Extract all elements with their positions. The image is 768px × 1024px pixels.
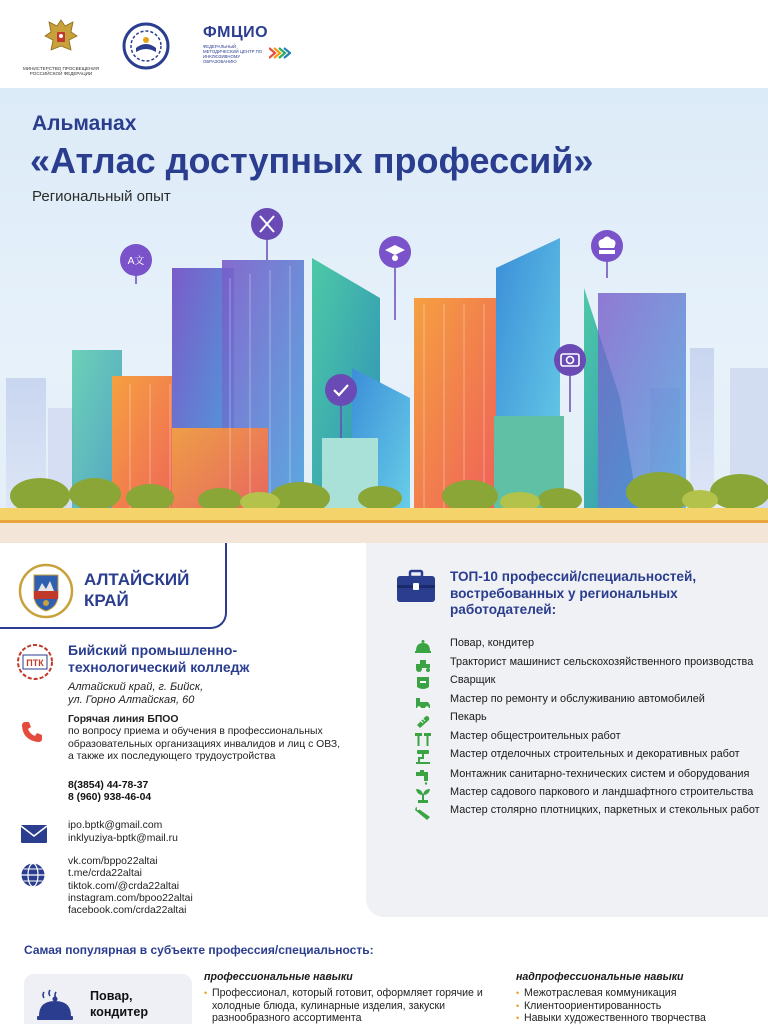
college-logo-text: ПТК: [26, 658, 44, 668]
list-item: [414, 674, 764, 687]
address-line-2: ул. Горно Алтайская, 60: [68, 694, 195, 706]
faucet-icon: [414, 769, 432, 785]
chef-cloche-icon: [414, 638, 432, 654]
social-link-telegram[interactable]: t.me/crda22altai: [68, 868, 142, 880]
list-item: [414, 730, 764, 743]
popular-profession-card: [24, 974, 192, 1024]
chef-cloche-icon: [36, 988, 74, 1024]
popular-heading: Самая популярная в субъекте профессия/специальность:: [24, 943, 374, 957]
top10-heading: ТОП-10 профессий/специальностей, востребованных у региональных работодателей:: [450, 569, 697, 617]
list-item: [414, 748, 764, 761]
hotline-description: по вопросу приема и обучения в профессиональных образовательных организациях инвалидов и лиц с ОВЗ, а также их последующего трудоустройства: [68, 726, 340, 763]
phone-number-1[interactable]: 8(3854) 44-78-37: [68, 780, 149, 791]
list-item: [414, 693, 764, 706]
hero-banner: [0, 88, 768, 543]
social-link-instagram[interactable]: instagram.com/bpoo22altai: [68, 892, 193, 904]
fmcio-logo: [203, 24, 293, 66]
ministry-caption: МИНИСТЕРСТВО ПРОСВЕЩЕНИЯ РОССИЙСКОЙ ФЕДЕРАЦИИ: [22, 66, 100, 76]
list-item: [414, 637, 764, 650]
plant-icon: [414, 787, 432, 803]
chevrons-icon: [269, 46, 291, 60]
popular-profession-name: Повар, кондитер: [90, 989, 149, 1019]
pin-chef-icon: [591, 230, 623, 278]
top10-item-label: Пекарь: [450, 711, 487, 723]
email-link-1[interactable]: ipo.bptk@gmail.com: [68, 820, 163, 831]
pin-translator-icon: [120, 244, 152, 284]
professional-skills-heading: профессиональные навыки: [204, 971, 353, 983]
list-item: [414, 656, 764, 669]
top10-list: [414, 637, 764, 817]
list-item: • Навыки художественного творчества: [516, 1012, 766, 1024]
construction-tools-icon: [414, 731, 432, 747]
list-item: [414, 768, 764, 781]
top10-item-label: Мастер по ремонту и обслуживанию автомобилей: [450, 693, 705, 705]
top10-item-label: Монтажник санитарно-технических систем и оборудования: [450, 768, 750, 780]
phone-number-2[interactable]: 8 (960) 938-46-04: [68, 792, 152, 804]
tractor-icon: [414, 657, 432, 673]
hotline-title: Горячая линия БПОО: [68, 714, 179, 725]
list-item: [414, 711, 764, 724]
region-card: [0, 543, 227, 629]
top10-panel: [366, 543, 768, 917]
header-logos: [0, 0, 768, 88]
car-repair-icon: [414, 694, 432, 710]
envelope-icon: [20, 824, 48, 844]
email-link-2[interactable]: inklyuziya-bptk@mail.ru: [68, 832, 178, 844]
page-subtitle: Региональный опыт: [32, 188, 171, 205]
coat-of-arms-icon: [18, 563, 74, 619]
hotline-phones: [68, 780, 151, 805]
phone-icon: [20, 720, 44, 744]
top10-item-label: Мастер общестроительных работ: [450, 730, 621, 742]
college-name: Бийский промышленно-технологический колледж: [68, 642, 250, 675]
list-item: • Клиентоориентированность: [516, 1000, 766, 1012]
list-item: [414, 804, 764, 817]
social-link-vk[interactable]: vk.com/bppo22altai: [68, 856, 158, 867]
top10-item-label: Мастер отделочных строительных и декоративных работ: [450, 748, 740, 760]
briefcase-icon: [396, 569, 436, 603]
hotline-text: [68, 714, 348, 764]
top10-item-label: Повар, кондитер: [450, 637, 535, 649]
fumo-logo: [122, 22, 170, 70]
pin-graduation-icon: [379, 236, 411, 320]
social-link-tiktok[interactable]: tiktok.com/@crda22altai: [68, 880, 180, 892]
list-item: • Профессионал, который готовит, оформляет горячие и холодные блюда, кулинарные изделия, закуски разнообразного ассортимента: [204, 987, 500, 1024]
paint-roller-icon: [414, 749, 432, 765]
address-line-1: Алтайский край, г. Бийск,: [68, 681, 204, 693]
college-address: [68, 681, 328, 707]
bread-icon: [414, 712, 432, 728]
welder-mask-icon: [414, 675, 432, 691]
eagle-emblem-icon: [41, 16, 81, 58]
meta-skills-heading: надпрофессиональные навыки: [516, 971, 684, 983]
fmcio-caption: ФЕДЕРАЛЬНЫЙ МЕТОДИЧЕСКИЙ ЦЕНТР ПО ИНКЛЮЗИВНОМУ ОБРАЗОВАНИЮ: [203, 44, 263, 64]
globe-icon: [20, 862, 46, 888]
social-link-facebook[interactable]: facebook.com/crda22altai: [68, 905, 187, 917]
college-logo: [16, 642, 54, 682]
almanac-kicker: Альманах: [32, 112, 137, 135]
top10-item-label: Тракторист машинист сельскохозяйственного производства: [450, 656, 754, 668]
meta-skills: [516, 971, 766, 1024]
svg-text:A文: A文: [127, 256, 145, 267]
list-item: • Межотраслевая коммуникация: [516, 987, 766, 999]
page-title: «Атлас доступных профессий»: [30, 140, 594, 181]
social-list: [68, 856, 193, 917]
region-name: АЛТАЙСКИЙ КРАЙ: [84, 570, 190, 610]
top10-item-label: Сварщик: [450, 674, 496, 686]
list-item: [414, 786, 764, 799]
top10-item-label: Мастер садового паркового и ландшафтного строительства: [450, 786, 754, 798]
pin-tools-icon: [251, 208, 283, 260]
email-list: [68, 820, 178, 845]
top10-item-label: Мастер столярно плотницких, паркетных и стекольных работ: [450, 804, 760, 816]
fmcio-name: ФМЦИО: [203, 24, 269, 41]
ministry-logo: [18, 16, 104, 78]
professional-skills: [204, 971, 500, 1024]
saw-icon: [414, 805, 432, 821]
